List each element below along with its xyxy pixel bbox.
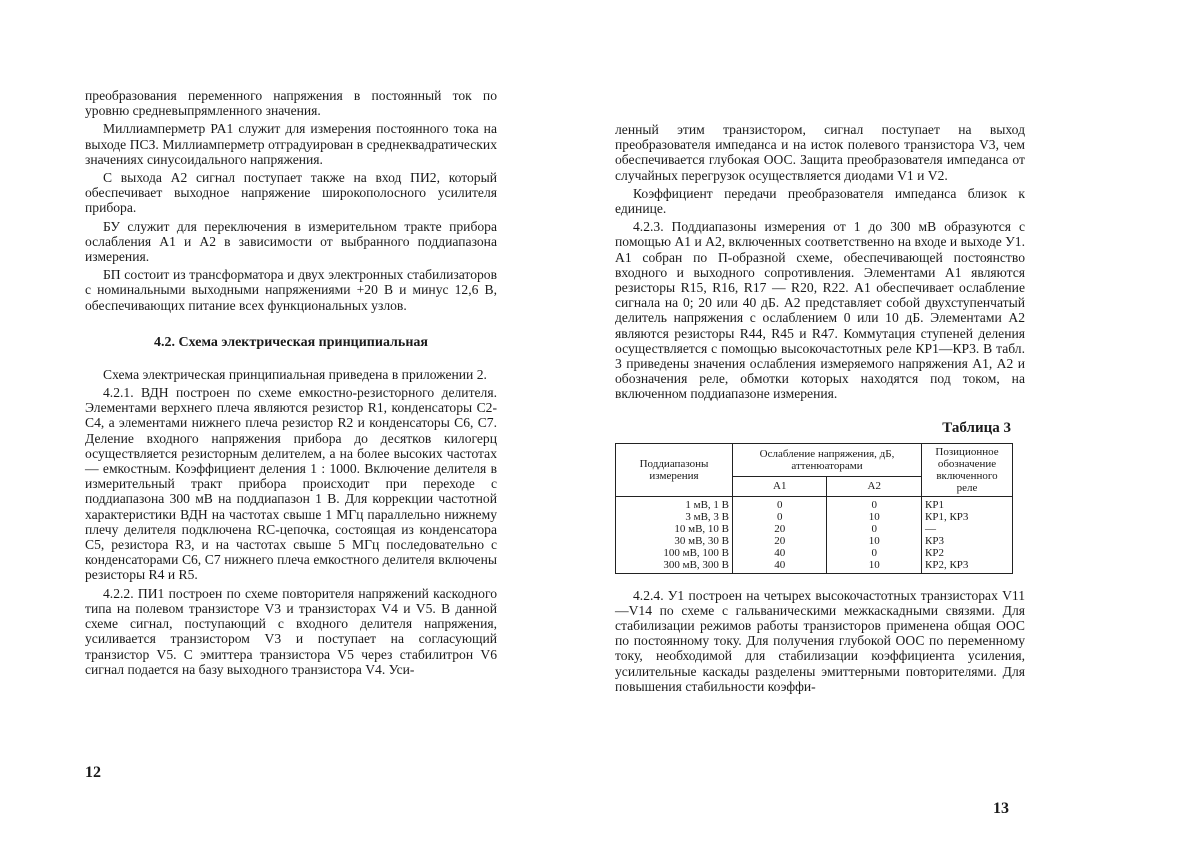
cell-a1: 0 0 20 20 40 40: [733, 496, 827, 573]
header-subranges: Поддиапазоны измерения: [616, 443, 733, 496]
paragraph: 4.2.4. У1 построен на четырех высокочастотных транзисторах V11—V14 по схеме с гальваническими межкаскадными связями. Для стабилизации режимов работы транзисторов применена общая ООС по постоянному току. Для получения глубокой ООС по переменному току, необходимой для стабилизации коэффициента усиления, усилительные каскады разделены эмиттерными повторителями. Для повышения стабильности коэффи-: [615, 587, 1025, 694]
table-row: [616, 496, 1013, 573]
paragraph: ленный этим транзистором, сигнал поступает на выход преобразователя импеданса и на исток полевого транзистора V3, чем обеспечивается глубокая ООС. Защита преобразователя импеданса от случайных перегрузок осуществляется диодами V1 и V2.: [615, 122, 1025, 183]
header-a2: А2: [827, 477, 922, 497]
cell-subranges: 1 мВ, 1 В 3 мВ, 3 В 10 мВ, 10 В 30 мВ, 30 В 100 мВ, 100 В 300 мВ, 300 В: [616, 496, 733, 573]
section-heading: 4.2. Схема электрическая принципиальная: [154, 334, 428, 350]
paragraph: 4.2.2. ПИ1 построен по схеме повторителя напряжений каскодного типа на полевом транзисторе V3 и транзисторах V4 и V5. В данной схеме сигнал, поступающий с входного делителя напряжения, усиливается транзистором V3 и поступает на согласующий транзистор V5. С эмиттера транзистора V5 через стабилитрон V6 сигнал подается на базу выходного транзистора V4. Уси-: [85, 585, 497, 677]
cell-relay: КР1 КР1, КР3 — КР3 КР2 КР2, КР3: [922, 496, 1013, 573]
right-page: [615, 122, 1025, 697]
paragraph: Коэффициент передачи преобразователя импеданса близок к единице.: [615, 185, 1025, 217]
table-caption: Таблица 3: [942, 419, 1011, 436]
paragraph: Схема электрическая принципиальная приведена в приложении 2.: [103, 366, 487, 382]
paragraph: С выхода А2 сигнал поступает также на вход ПИ2, который обеспечивает выходное напряжение широкополосного усилителя прибора.: [85, 170, 497, 216]
paragraph: БУ служит для переключения в измерительном тракте прибора ослабления А1 и А2 в зависимости от выбранного поддиапазона измерения.: [85, 218, 497, 265]
paragraph: преобразования переменного напряжения в постоянный ток по уровню средневыпрямленного значения.: [85, 88, 497, 119]
header-attenuation: Ослабление напряжения, дБ, аттенюаторами: [733, 443, 922, 476]
paragraph: 4.2.1. ВДН построен по схеме емкостно-резисторного делителя. Элементами верхнего плеча являются резистор R1, конденсаторы С2-С4, а элементами нижнего плеча резистор R2 и конденсаторы С6, С7. Деление входного напряжения прибора до десятков килогерц осуществляется резисторным делителем, а на более высоких частотах — емкостным. Коэффициент деления 1 : 1000. Включение делителя в измерительный тракт прибора происходит при переходе с поддиапазона 300 мВ на поддиапазон 1 В. Для коррекции частотной характеристики ВДН на частотах свыше 1 МГц параллельно нижнему плечу делителя подключена RC-цепочка, состоящая из конденсатора С5, резистора R3, и на частотах свыше 5 МГц последовательно с конденсаторами С6, С7 нижнего плеча емкостного делителя включены резисторы R4 и R5.: [85, 385, 497, 583]
page-number-right: 13: [993, 800, 1009, 817]
left-page: [85, 88, 497, 680]
paragraph: БП состоит из трансформатора и двух электронных стабилизаторов с номинальными выходными напряжениями +20 В и минус 12,6 В, обеспечивающих питание всех функциональных узлов.: [85, 267, 497, 313]
cell-a2: 0 10 0 10 0 10: [827, 496, 922, 573]
header-a1: А1: [733, 477, 827, 497]
page-number-left: 12: [85, 764, 101, 781]
paragraph: Миллиамперметр PA1 служит для измерения постоянного тока на выходе ПСЗ. Миллиамперметр отградуирован в среднеквадратических значениях синусоидального напряжения.: [85, 121, 497, 167]
header-relay: Позиционное обозначение включенного реле: [922, 443, 1013, 496]
table-3: [615, 443, 1013, 574]
paragraph: 4.2.3. Поддиапазоны измерения от 1 до 300 мВ образуются с помощью А1 и А2, включенных соответственно на входе и выходе У1. А1 собран по П-образной схеме, обеспечивающей постоянство входного и выходного сопротивления. Элементами А1 являются резисторы R15, R16, R17 — R20, R22. А1 обеспечивает ослабление сигнала на 0; 20 или 40 дБ. А2 представляет собой двухступенчатый делитель напряжения с ослаблением 0 или 10 дБ. Элементами А2 являются резисторы R44, R45 и R47. Коммутация ступеней деления осуществляется с помощью высокочастотных реле КР1—КР3. В табл. 3 приведены значения ослабления измеряемого напряжения А1, А2 и обозначения реле, обмотки которых находятся под током, на включенном поддиапазоне измерения.: [615, 219, 1025, 402]
